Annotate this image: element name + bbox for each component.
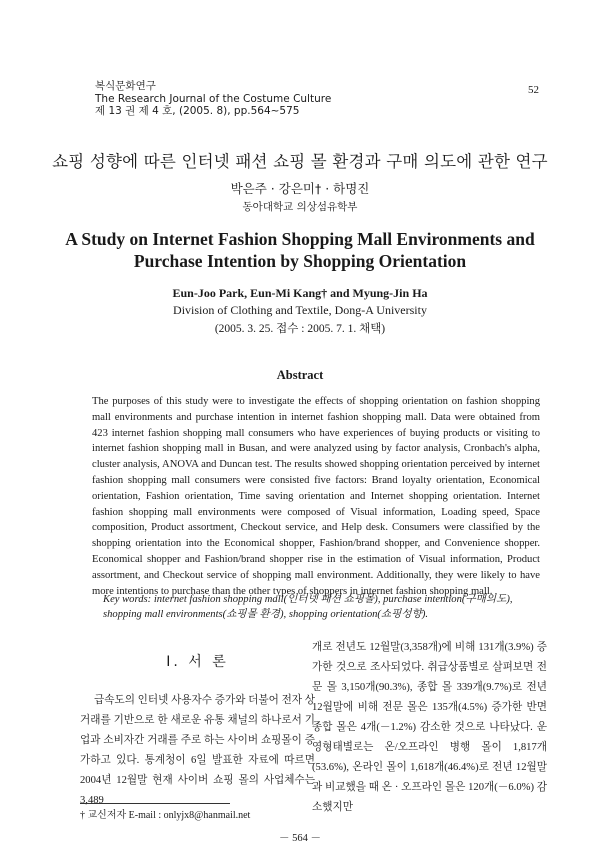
page-folio: － 564 － [279, 833, 321, 844]
affiliation-korean: 동아대학교 의상섬유학부 [242, 201, 358, 213]
abstract-heading: Abstract [276, 368, 324, 382]
title-english: A Study on Internet Fashion Shopping Mall Environments and Purchase Intention by Shopping Orientation [65, 229, 535, 271]
received-accepted-dates: (2005. 3. 25. 접수 : 2005. 7. 1. 채택) [214, 323, 386, 335]
footnote: † 교신저자 E-mail : onlyjx8@hanmail.net [80, 810, 251, 821]
footnote-divider [80, 803, 230, 804]
journal-header [95, 80, 331, 118]
journal-volume: 제 13 권 제 4 호, (2005. 8), pp.564~575 [95, 105, 300, 117]
journal-name-ko: 복식문화연구 [95, 80, 156, 92]
keywords-label: Key words: [103, 594, 152, 605]
body-column-left [80, 645, 315, 811]
affiliation-english: Division of Clothing and Textile, Dong-A University [173, 303, 427, 317]
keywords [103, 592, 543, 622]
title-korean: 쇼핑 성향에 따른 인터넷 패션 쇼핑 몰 환경과 구매 의도에 관한 연구 [52, 152, 548, 171]
section-heading: Ⅰ. 서 론 [166, 654, 229, 670]
journal-name-en: The Research Journal of the Costume Culture [95, 92, 332, 105]
abstract-text: The purposes of this study were to investigate the effects of shopping orientation on fashion shopping mall environments and purchase intention in internet fashion shopping mall. Data were obtained from 423 internet fashion shopping mall consumers who have experiences of buying products or visiting to internet fashion shopping mall in Busan, and were analyzed using by factor analysis, Cronbach's alpha, cluster analysis, ANOVA and Duncan test. The results showed shopping orientation perceived by internet fashion shopping mall consumers were consisted five factors: Brand loyalty orientation, Economical orientation, Fashion orientation, Time saving orientation and Internet shopping orientation. Internet fashion shopping mall environments were composed of Visual information, Loading speed, Space composition, Product assortment, Checkout service, and Help desk. Consumers were classified by the shopping orientation into the Economical shopper, Fashion/brand shopper, and Convenience shopper. Economical shopper and Fashion/brand shopper rise in the estimation of Visual information, Product assortment, and Checkout service of shopping mall environment. Additionally, they were likely to have more intentions to purchase than the other types of shoppers in internet fashion shopping mall. [92, 396, 540, 597]
body-column-right: 개로 전년도 12월말(3,358개)에 비해 131개(3.9%) 증가한 것으로 조사되었다. 취급상품별로 살펴보면 전문 몰 3,150개(90.3%), 종합 몰 339개(9.7%)로 전년 12월말에 비해 전문 몰은 135개(4.5%) 증가한 반면 종합 몰은 4개(－1.2%) 감소한 것으로 나타났다. 운영형태별로는 온/오프라인 병행 몰이 1,817개(53.6%), 온라인 몰이 1,618개(46.4%)로 전년 12월말과 비교했을 때 온 · 오프라인 몰은 120개(－6.0%) 감소했지만 [312, 642, 547, 813]
keywords-text: internet fashion shopping mall(인터넷 패션 쇼핑몰), purchase intention(구매의도), shopping mall environments(쇼핑몰 환경), shopping orientation(쇼핑성향). [103, 594, 513, 620]
authors-korean: 박은주 · 강은미† · 하명진 [230, 181, 370, 196]
body-text-left: 급속도의 인터넷 사용자수 증가와 더불어 전자 상거래를 기반으로 한 새로운 유통 채널의 하나로서 기업과 소비자간 거래를 주로 하는 사이버 쇼핑몰이 증가하고 있다. 통계청이 6일 발표한 자료에 따르면 2004년 12월말 현재 사이버 쇼핑 몰의 사업체수는 3,489 [80, 695, 315, 806]
page-number: 52 [528, 84, 539, 96]
authors-english: Eun-Joo Park, Eun-Mi Kang† and Myung-Jin Ha [172, 286, 428, 300]
